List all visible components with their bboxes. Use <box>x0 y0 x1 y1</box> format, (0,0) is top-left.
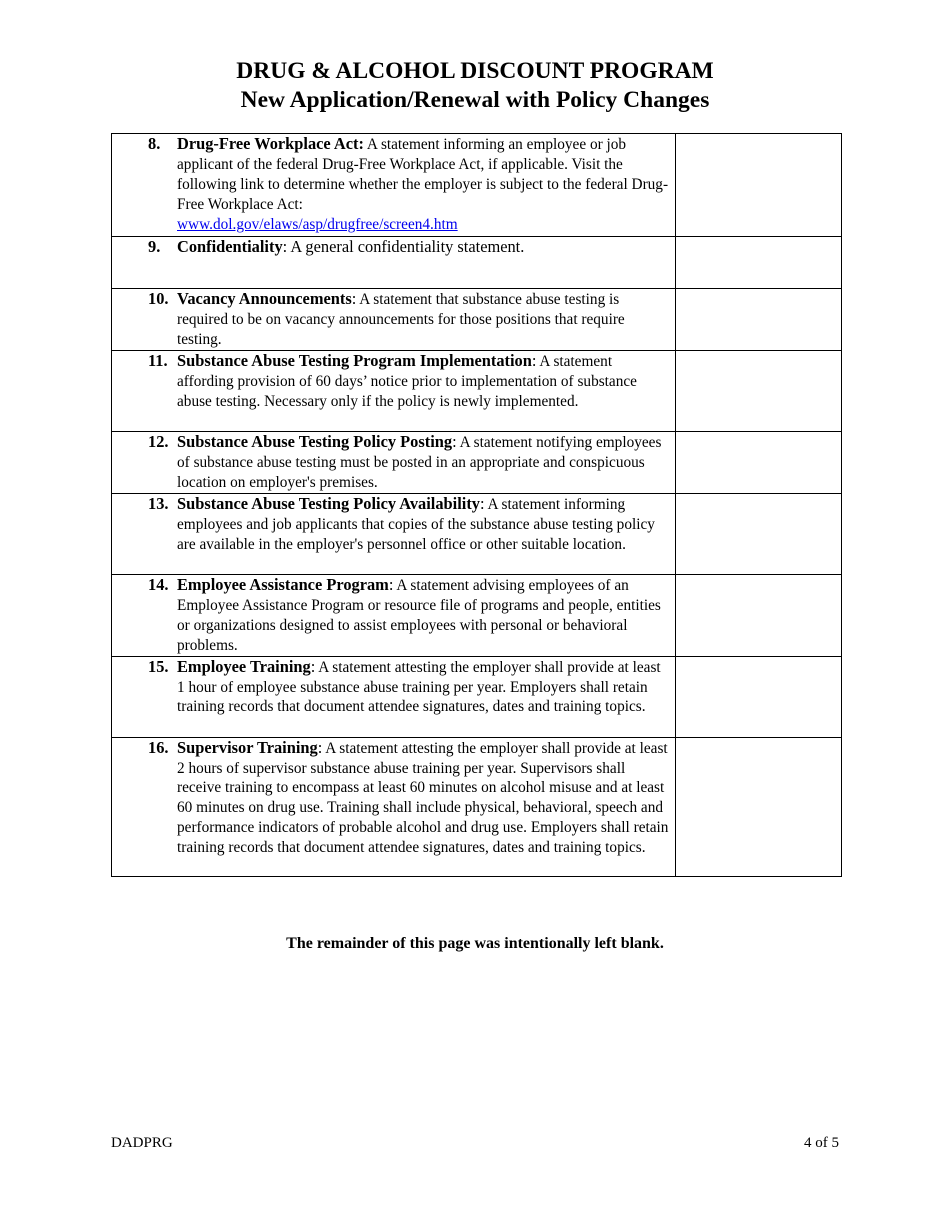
requirement-cell <box>112 237 676 289</box>
item-number: 10. <box>148 289 169 308</box>
item-title: Supervisor Training <box>177 737 318 757</box>
requirement-cell <box>112 737 676 876</box>
drugfree-workplace-link[interactable]: www.dol.gov/elaws/asp/drugfree/screen4.htm <box>177 215 458 233</box>
requirement-cell <box>112 351 676 432</box>
requirement-cell <box>112 656 676 737</box>
item-description: A statement informing employees and job applicants that copies of the substance abuse testing policy are available in the employer's personnel office or other suitable location. <box>177 496 655 553</box>
table-row-item-13 <box>112 494 842 575</box>
requirements-table <box>111 133 842 877</box>
requirement-item <box>112 738 675 858</box>
table-row-item-9 <box>112 237 842 289</box>
item-number: 14. <box>148 575 169 594</box>
item-separator: : <box>479 494 485 513</box>
page-header <box>0 57 950 115</box>
requirement-cell <box>112 134 676 237</box>
item-title: Employee Assistance Program <box>177 575 389 594</box>
item-title: Substance Abuse Testing Policy Availability <box>177 494 480 513</box>
requirement-item <box>112 237 675 258</box>
requirement-cell <box>112 494 676 575</box>
requirement-item <box>112 351 675 412</box>
response-cell <box>676 351 842 432</box>
requirement-item <box>112 575 675 656</box>
requirement-item <box>112 289 675 350</box>
table-row-item-10 <box>112 289 842 351</box>
item-title: Employee Training <box>177 656 311 676</box>
item-separator: : <box>317 737 323 757</box>
footer-form-code: DADPRG <box>111 1135 173 1151</box>
item-number: 16. <box>148 737 169 757</box>
requirement-item <box>112 494 675 555</box>
item-separator: : <box>351 289 357 308</box>
item-number: 8. <box>148 134 161 153</box>
response-cell <box>676 494 842 575</box>
item-title: Confidentiality <box>177 237 283 256</box>
item-number: 12. <box>148 432 169 451</box>
response-cell <box>676 237 842 289</box>
requirement-cell <box>112 432 676 494</box>
item-description: A statement informing an employee or job applicant of the federal Drug-Free Workplace Act, if applicable. Visit the following link to determine whether the employer is subject to the federal Drug-Free Workplace Act: <box>177 136 669 213</box>
response-cell <box>676 134 842 237</box>
requirement-item <box>112 134 675 235</box>
response-cell <box>676 432 842 494</box>
page-subtitle: New Application/Renewal with Policy Changes <box>240 87 710 113</box>
item-separator: : <box>531 351 537 370</box>
requirement-cell <box>112 575 676 657</box>
item-description: A statement attesting the employer shall provide at least 1 hour of employee substance abuse training per year. Employers shall retain training records that document attendee signatures, dates and training topics. <box>177 658 661 716</box>
table-row-item-11 <box>112 351 842 432</box>
response-cell <box>676 289 842 351</box>
item-description: A statement attesting the employer shall provide at least 2 hours of supervisor substance abuse training per year. Supervisors shall receive training to encompass at least 60 minutes on alcohol misuse and at least 60 minutes on drug use. Training shall include physical, behavioral, speech and performance indicators of probable alcohol and drug use. Employers shall retain training records that document attendee signatures, dates and training topics. <box>177 739 669 857</box>
requirement-cell <box>112 289 676 351</box>
requirement-item <box>112 432 675 493</box>
item-description: A statement that substance abuse testing is required to be on vacancy announcements for those positions that require testing. <box>177 291 625 348</box>
item-separator: : <box>388 575 394 594</box>
item-description: A statement notifying employees of substance abuse testing must be posted in an appropriate and conspicuous location on employer's premises. <box>177 434 662 491</box>
response-cell <box>676 737 842 876</box>
item-title: Substance Abuse Testing Program Implementation <box>177 351 532 370</box>
item-separator: : <box>452 432 457 451</box>
item-description: A statement affording provision of 60 days’ notice prior to implementation of substance abuse testing. Necessary only if the policy is newly implemented. <box>177 353 637 410</box>
requirement-item <box>112 657 675 718</box>
item-title: Drug-Free Workplace Act: <box>177 134 364 153</box>
item-title: Vacancy Announcements <box>177 289 352 308</box>
table-row-item-15 <box>112 656 842 737</box>
item-number: 11. <box>148 351 168 370</box>
table-row-item-12 <box>112 432 842 494</box>
item-number: 13. <box>148 494 169 513</box>
response-cell <box>676 656 842 737</box>
item-separator: : <box>310 656 316 676</box>
item-description: A statement advising employees of an Employee Assistance Program or resource file of programs and people, entities or organizations designed to assist employees with personal or behavioral problems. <box>177 577 661 654</box>
page-title: DRUG & ALCOHOL DISCOUNT PROGRAM <box>236 58 714 84</box>
item-number: 9. <box>148 237 161 256</box>
table-row-item-8 <box>112 134 842 237</box>
item-separator: : <box>282 237 288 256</box>
footer-page-number: 4 of 5 <box>804 1135 839 1151</box>
response-cell <box>676 575 842 657</box>
item-number: 15. <box>148 656 169 676</box>
table-row-item-16 <box>112 737 842 876</box>
table-row-item-14 <box>112 575 842 657</box>
item-title: Substance Abuse Testing Policy Posting <box>177 432 453 451</box>
intentionally-blank-note: The remainder of this page was intentionally left blank. <box>286 935 664 952</box>
item-description: A general confidentiality statement. <box>287 237 525 256</box>
